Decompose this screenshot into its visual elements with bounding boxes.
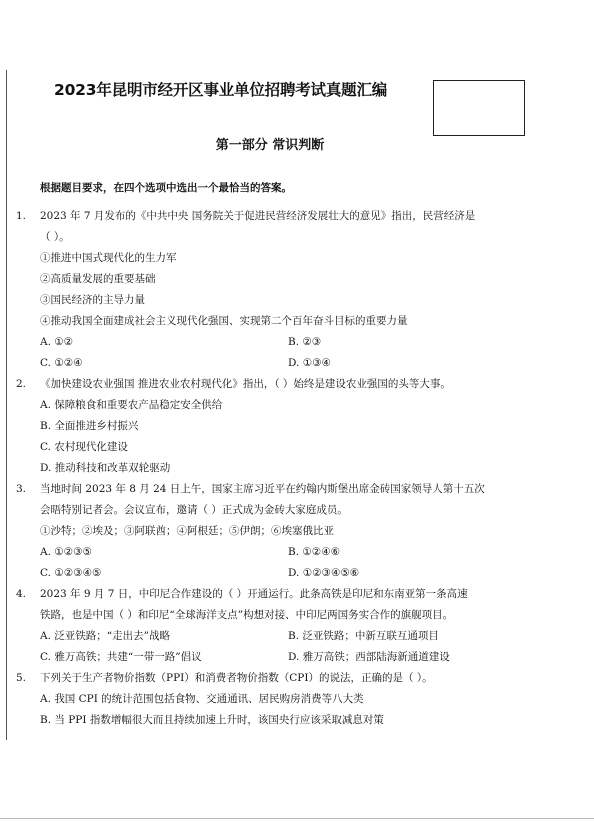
question-5	[0, 668, 594, 731]
option-a: A. ①②	[40, 336, 74, 348]
question-number: 3.	[16, 483, 27, 495]
option-b: B. 当 PPI 指数增幅很大而且持续加速上升时，该国央行应该采取减息对策	[40, 714, 384, 726]
page-title: 2023年昆明市经开区事业单位招聘考试真题汇编	[54, 81, 388, 99]
bottom-rule	[0, 818, 594, 819]
option-b: B. ①②④⑥	[288, 546, 341, 558]
statement-item: ②高质量发展的重要基础	[40, 273, 156, 285]
option-a: A. 我国 CPI 的统计范围包括食物、交通通讯、居民购房消费等八大类	[40, 693, 364, 705]
question-stem-line: 铁路，也是中国（ ）和印尼“全球海洋支点”构想对接、中印尼两国务实合作的旗舰项目。	[40, 609, 454, 621]
option-c: C. ①②③④⑤	[40, 567, 102, 579]
question-number: 1.	[16, 210, 27, 222]
question-3	[0, 479, 594, 584]
question-stem-line: 1. 2023 年 7 月发布的《中共中央 国务院关于促进民营经济发展壮大的意见》指出，民营经济是	[0, 206, 594, 227]
question-list	[0, 206, 594, 731]
statement-item: ④推动我国全面建成社会主义现代化强国、实现第二个百年奋斗目标的重要力量	[40, 315, 408, 327]
question-number: 5.	[16, 672, 27, 684]
question-stem-line: （ ）。	[40, 231, 70, 243]
option-b: B. ②③	[288, 336, 322, 348]
question-number: 4.	[16, 588, 27, 600]
question-2	[0, 374, 594, 479]
option-b: B. 泛亚铁路；中新互联互通项目	[288, 630, 439, 642]
instruction-text: 根据题目要求，在四个选项中选出一个最恰当的答案。	[40, 182, 292, 194]
section-heading: 第一部分 常识判断	[215, 138, 325, 153]
question-stem-line: 5. 下列关于生产者物价指数（PPI）和消费者物价指数（CPI）的说法，正确的是（ ）。	[0, 668, 594, 689]
statement-item: ③国民经济的主导力量	[40, 294, 145, 306]
option-a: A. 泛亚铁路；“走出去”战略	[40, 630, 170, 642]
question-stem-line: 4. 2023 年 9 月 7 日，中印尼合作建设的（ ）开通运行。此条高铁是印尼和东南亚第一条高速	[0, 584, 594, 605]
question-stem-line: 3. 当地时间 2023 年 8 月 24 日上午，国家主席习近平在约翰内斯堡出席金砖国家领导人第十五次	[0, 479, 594, 500]
option-c: C. 雅万高铁；共建“一带一路”倡议	[40, 651, 202, 663]
option-a: A. ①②③⑤	[40, 546, 92, 558]
statement-item: ①沙特；②埃及；③阿联酋；④阿根廷；⑤伊朗；⑥埃塞俄比亚	[40, 525, 334, 537]
statement-item: ①推进中国式现代化的生力军	[40, 252, 177, 264]
photo-placeholder-box	[433, 80, 525, 136]
answer-options	[0, 626, 594, 668]
option-d: D. ①②③④⑤⑥	[288, 567, 360, 579]
option-c: C. ①②④	[40, 357, 83, 369]
option-c: C. 农村现代化建设	[40, 441, 128, 453]
answer-options	[0, 542, 594, 584]
option-a: A. 保障粮食和重要农产品稳定安全供给	[40, 399, 223, 411]
question-stem-line: 会晤特别记者会。会议宣布，邀请（ ）正式成为金砖大家庭成员。	[40, 504, 348, 516]
option-d: D. 推动科技和改革双轮驱动	[40, 462, 171, 474]
answer-options	[0, 332, 594, 374]
option-d: D. ①③④	[288, 357, 331, 369]
question-stem-line: 2. 《加快建设农业强国 推进农业农村现代化》指出，（ ）始终是建设农业强国的头等大事。	[0, 374, 594, 395]
question-4	[0, 584, 594, 668]
option-d: D. 雅万高铁；西部陆海新通道建设	[288, 651, 450, 663]
option-b: B. 全面推进乡村振兴	[40, 420, 139, 432]
question-number: 2.	[16, 378, 27, 390]
question-1	[0, 206, 594, 374]
